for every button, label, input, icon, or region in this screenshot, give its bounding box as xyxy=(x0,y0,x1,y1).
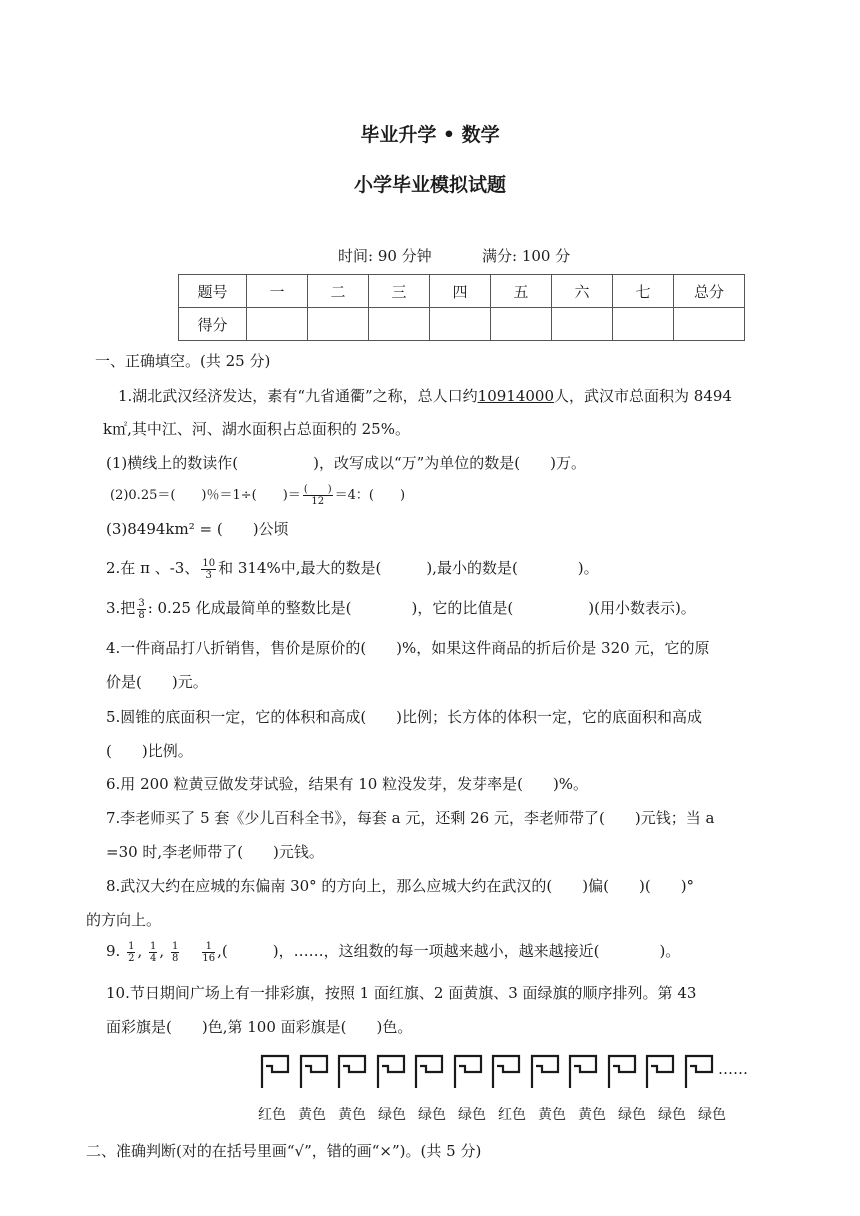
flag-color-label: 黄色 xyxy=(538,1107,566,1123)
question-3 xyxy=(106,597,696,621)
score-table-cell: 五 xyxy=(491,275,552,308)
q3-fraction: $\frac{3}{8}$ xyxy=(138,597,145,621)
flag-icon xyxy=(643,1052,677,1090)
flag-icon xyxy=(335,1052,369,1090)
flag-color-label: 绿色 xyxy=(418,1107,446,1123)
flag-color-label: 绿色 xyxy=(458,1107,486,1123)
q1-2-text-a: (2)0.25＝( )％＝1÷( )＝ xyxy=(110,488,301,503)
score-input-cell[interactable] xyxy=(552,308,613,341)
flag-color-label: 红色 xyxy=(498,1107,526,1123)
q9-fraction: $\frac{1}{16}$ xyxy=(202,940,216,964)
score-table-header-row xyxy=(179,275,745,308)
flag-icon xyxy=(566,1052,600,1090)
q9-fraction: $\frac{1}{8}$ xyxy=(171,940,179,964)
flag-icon xyxy=(412,1052,446,1090)
q9-fraction: $\frac{1}{4}$ xyxy=(150,940,157,964)
flag-color-label: 绿色 xyxy=(658,1107,686,1123)
question-8-line-1: 8.武汉大约在应城的东偏南 30° 的方向上，那么应城大约在武汉的( )偏( )( )° xyxy=(106,877,695,895)
question-5-line-1: 5.圆锥的底面积一定，它的体积和高成( )比例；长方体的体积一定，它的底面积和高成 xyxy=(106,708,703,726)
q1-text-b: 人，武汉市总面积为 8494 xyxy=(554,387,732,405)
flag-color-label: 黄色 xyxy=(298,1107,326,1123)
q2-text-a: 2.在 π 、-3、 xyxy=(106,559,200,577)
score-table-cell: 四 xyxy=(430,275,491,308)
q1-underlined-number: 10914000 xyxy=(477,387,555,405)
score-input-cell[interactable] xyxy=(369,308,430,341)
question-1-part-2 xyxy=(110,484,405,507)
score-table xyxy=(178,274,745,341)
score-input-cell[interactable] xyxy=(613,308,674,341)
question-1-line-2: k㎡,其中江、河、湖水面积占总面积的 25%。 xyxy=(103,420,410,438)
time-label: 时间: 90 分钟 xyxy=(338,247,432,265)
score-table-cell: 三 xyxy=(369,275,430,308)
flag-ellipsis: …… xyxy=(718,1060,748,1078)
q9-fraction: $\frac{1}{2}$ xyxy=(128,940,135,964)
flag-color-label: 绿色 xyxy=(378,1107,406,1123)
score-input-cell[interactable] xyxy=(430,308,491,341)
flag-icon xyxy=(374,1052,408,1090)
question-5-line-2: ( )比例。 xyxy=(106,742,193,760)
score-table-cell: 二 xyxy=(308,275,369,308)
flag-icon xyxy=(528,1052,562,1090)
question-7-line-2: =30 时,李老师带了( )元钱。 xyxy=(106,843,324,861)
score-table-cell: 总分 xyxy=(674,275,745,308)
q3-text-b: : 0.25 化成最简单的整数比是( )，它的比值是( )(用小数表示)。 xyxy=(147,599,696,617)
score-table-cell: 题号 xyxy=(179,275,247,308)
score-input-cell[interactable] xyxy=(308,308,369,341)
flag-color-label: 黄色 xyxy=(578,1107,606,1123)
score-table-cell: 一 xyxy=(247,275,308,308)
score-table-cell: 七 xyxy=(613,275,674,308)
question-4-line-2: 价是( )元。 xyxy=(106,673,208,691)
question-1-part-1: (1)横线上的数读作( )，改写成以“万”为单位的数是( )万。 xyxy=(106,454,586,472)
flag-color-label: 绿色 xyxy=(698,1107,726,1123)
flag-color-label: 黄色 xyxy=(338,1107,366,1123)
flag-color-label: 红色 xyxy=(258,1107,286,1123)
flag-icon xyxy=(682,1052,716,1090)
question-10-line-2: 面彩旗是( )色,第 100 面彩旗是( )色。 xyxy=(106,1018,413,1036)
q1-2-fraction: $\frac{( )}{12}$ xyxy=(303,484,332,507)
question-7-line-1: 7.李老师买了 5 套《少儿百科全书》，每套 a 元，还剩 26 元，李老师带了( )元钱；当 a xyxy=(106,809,715,827)
question-10-line-1: 10.节日期间广场上有一排彩旗，按照 1 面红旗、2 面黄旗、3 面绿旗的顺序排列。第 43 xyxy=(106,984,697,1002)
q9-label: 9. xyxy=(106,942,121,960)
page-subtitle: 小学毕业模拟试题 xyxy=(353,174,506,196)
q1-text-a: 1.湖北武汉经济发达，素有“九省通衢”之称，总人口约 xyxy=(118,387,478,405)
score-input-cell[interactable] xyxy=(674,308,745,341)
flag-icon xyxy=(605,1052,639,1090)
q2-text-b: 和 314%中,最大的数是( ),最小的数是( )。 xyxy=(218,559,599,577)
score-input-cell[interactable] xyxy=(491,308,552,341)
section2-heading: 二、准确判断(对的在括号里画“√”，错的画“×”)。(共 5 分) xyxy=(86,1142,482,1160)
flag-icon xyxy=(489,1052,523,1090)
section1-heading: 一、正确填空。(共 25 分) xyxy=(95,352,271,370)
question-2 xyxy=(106,557,599,581)
score-table-cell: 得分 xyxy=(179,308,247,341)
page-title: 毕业升学 • 数学 xyxy=(360,124,500,146)
q1-2-text-b: ＝4：( ) xyxy=(334,488,406,503)
flag-icon xyxy=(451,1052,485,1090)
score-input-cell[interactable] xyxy=(247,308,308,341)
q3-text-a: 3.把 xyxy=(106,599,136,617)
question-1-part-3: (3)8494km² = ( )公顷 xyxy=(106,520,289,538)
score-table-cell: 六 xyxy=(552,275,613,308)
q9-text-b: ,( )，……，这组数的每一项越来越小，越来越接近( )。 xyxy=(217,942,681,960)
flag-color-label: 绿色 xyxy=(618,1107,646,1123)
q2-fraction: $\frac{10}{3}$ xyxy=(202,557,216,581)
question-9: 9. $\frac{1}{2}$ , $\frac{1}{4}$ , $\frac{1}{8}$ $\frac{1}{16}$ ,( )，……，这组数的每一项越来越小，越来越接近( )。 xyxy=(106,940,681,964)
question-8-line-2: 的方向上。 xyxy=(86,911,162,929)
flag-icon xyxy=(297,1052,331,1090)
flag-color-labels xyxy=(258,1104,738,1124)
question-1-line-1 xyxy=(118,385,732,406)
flag-icon xyxy=(258,1052,292,1090)
score-label: 满分: 100 分 xyxy=(482,247,571,265)
question-6: 6.用 200 粒黄豆做发芽试验，结果有 10 粒没发芽，发芽率是( )%。 xyxy=(106,775,589,793)
score-table-score-row xyxy=(179,308,745,341)
question-4-line-1: 4.一件商品打八折销售，售价是原价的( )%，如果这件商品的折后价是 320 元，它的原 xyxy=(106,639,710,657)
